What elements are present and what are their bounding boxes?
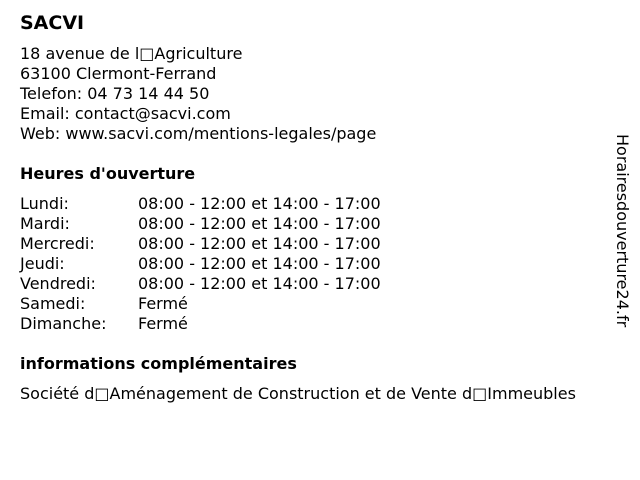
hours-day: Samedi: <box>20 294 86 313</box>
hours-time: Fermé <box>138 314 188 333</box>
phone-number: Telefon: 04 73 14 44 50 <box>20 84 210 103</box>
address-street: 18 avenue de l□Agriculture <box>20 44 243 63</box>
hours-day: Jeudi: <box>20 254 65 273</box>
hours-time: 08:00 - 12:00 et 14:00 - 17:00 <box>138 194 381 213</box>
hours-day: Mardi: <box>20 214 70 233</box>
watermark-text: Horairesdouverture24.fr <box>613 134 632 328</box>
hours-row-thursday <box>20 254 381 274</box>
hours-time: 08:00 - 12:00 et 14:00 - 17:00 <box>138 214 381 233</box>
address-city: 63100 Clermont-Ferrand <box>20 64 217 83</box>
info-text: Société d□Aménagement de Construction et de Vente d□Immeubles <box>20 384 576 403</box>
business-name: SACVI <box>20 12 85 34</box>
hours-row-sunday <box>20 314 381 334</box>
info-heading: informations complémentaires <box>20 354 297 373</box>
hours-row-friday <box>20 274 381 294</box>
hours-time: 08:00 - 12:00 et 14:00 - 17:00 <box>138 234 381 253</box>
hours-time: 08:00 - 12:00 et 14:00 - 17:00 <box>138 254 381 273</box>
hours-time: 08:00 - 12:00 et 14:00 - 17:00 <box>138 274 381 293</box>
hours-table <box>20 194 381 334</box>
website-url: Web: www.sacvi.com/mentions-legales/page <box>20 124 377 143</box>
hours-day: Lundi: <box>20 194 69 213</box>
hours-day: Dimanche: <box>20 314 107 333</box>
email-address: Email: contact@sacvi.com <box>20 104 231 123</box>
hours-row-monday <box>20 194 381 214</box>
hours-row-tuesday <box>20 214 381 234</box>
hours-time: Fermé <box>138 294 188 313</box>
hours-row-wednesday <box>20 234 381 254</box>
hours-heading: Heures d'ouverture <box>20 164 196 183</box>
hours-row-saturday <box>20 294 381 314</box>
address-block <box>20 44 376 144</box>
hours-day: Mercredi: <box>20 234 95 253</box>
hours-day: Vendredi: <box>20 274 96 293</box>
